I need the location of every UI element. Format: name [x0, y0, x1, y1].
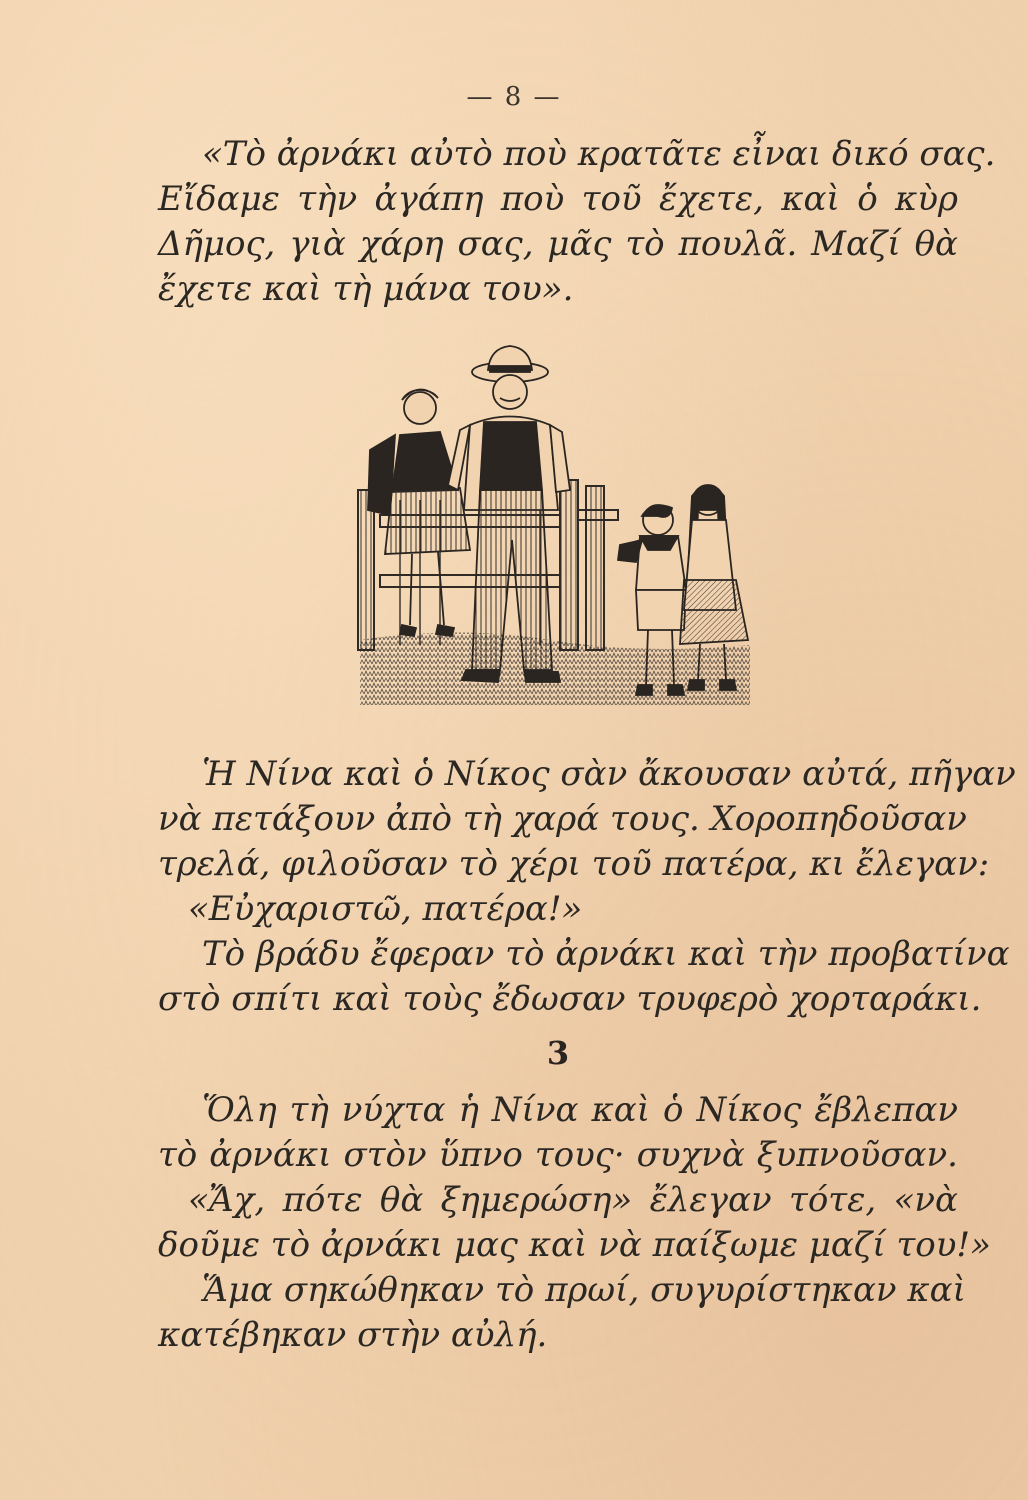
- text-line: Ἅμα σηκώθηκαν τὸ πρωί, συγυρίστηκαν καὶ: [202, 1270, 966, 1310]
- text-line: κατέβηκαν στὴν αὐλή.: [158, 1315, 548, 1355]
- text-line: Ἡ Νίνα καὶ ὁ Νίκος σὰν ἄκουσαν αὐτά, πῆγαν: [202, 754, 1016, 794]
- text-line: Εἴδαμε τὴν ἀγάπη ποὺ τοῦ ἔχετε, καὶ ὁ κὺρ: [158, 179, 958, 219]
- page-number: — 8 —: [466, 82, 562, 112]
- text-line: στὸ σπίτι καὶ τοὺς ἔδωσαν τρυφερὸ χορταράκι.: [158, 979, 982, 1019]
- text-line: Δῆμος, γιὰ χάρη σας, μᾶς τὸ πουλᾶ. Μαζί θὰ: [158, 224, 958, 264]
- paragraph-night: [158, 1088, 991, 1358]
- text-line: νὰ πετάξουν ἀπὸ τὴ χαρά τους. Χοροπηδοῦσαν: [158, 799, 967, 839]
- text-line: Τὸ βράδυ ἔφεραν τὸ ἀρνάκι καὶ τὴν προβατίνα: [202, 934, 1010, 974]
- text-line: Ὅλη τὴ νύχτα ἡ Νίνα καὶ ὁ Νίκος ἔβλεπαν: [202, 1090, 958, 1130]
- text-line: «Τὸ ἀρνάκι αὐτὸ ποὺ κρατᾶτε εἶναι δικό σας.: [202, 134, 996, 174]
- text-line: δοῦμε τὸ ἀρνάκι μας καὶ νὰ παίξωμε μαζί του!»: [158, 1225, 991, 1265]
- paragraph-dialogue: [158, 132, 996, 312]
- text-line: τὸ ἀρνάκι στὸν ὕπνο τους· συχνὰ ξυπνοῦσαν.: [158, 1135, 958, 1175]
- engraving-father-children-gate-icon: [340, 340, 760, 720]
- paragraph-narration: [158, 752, 1016, 1022]
- text-line: «Ἄχ, πότε θὰ ξημερώση» ἔλεγαν τότε, «νὰ: [188, 1180, 958, 1220]
- section-number: 3: [546, 1034, 570, 1072]
- text-line: τρελά, φιλοῦσαν τὸ χέρι τοῦ πατέρα, κι ἔλεγαν:: [158, 844, 990, 884]
- text-line: «Εὐχαριστῶ, πατέρα!»: [188, 889, 583, 929]
- text-line: ἔχετε καὶ τὴ μάνα του».: [158, 269, 574, 309]
